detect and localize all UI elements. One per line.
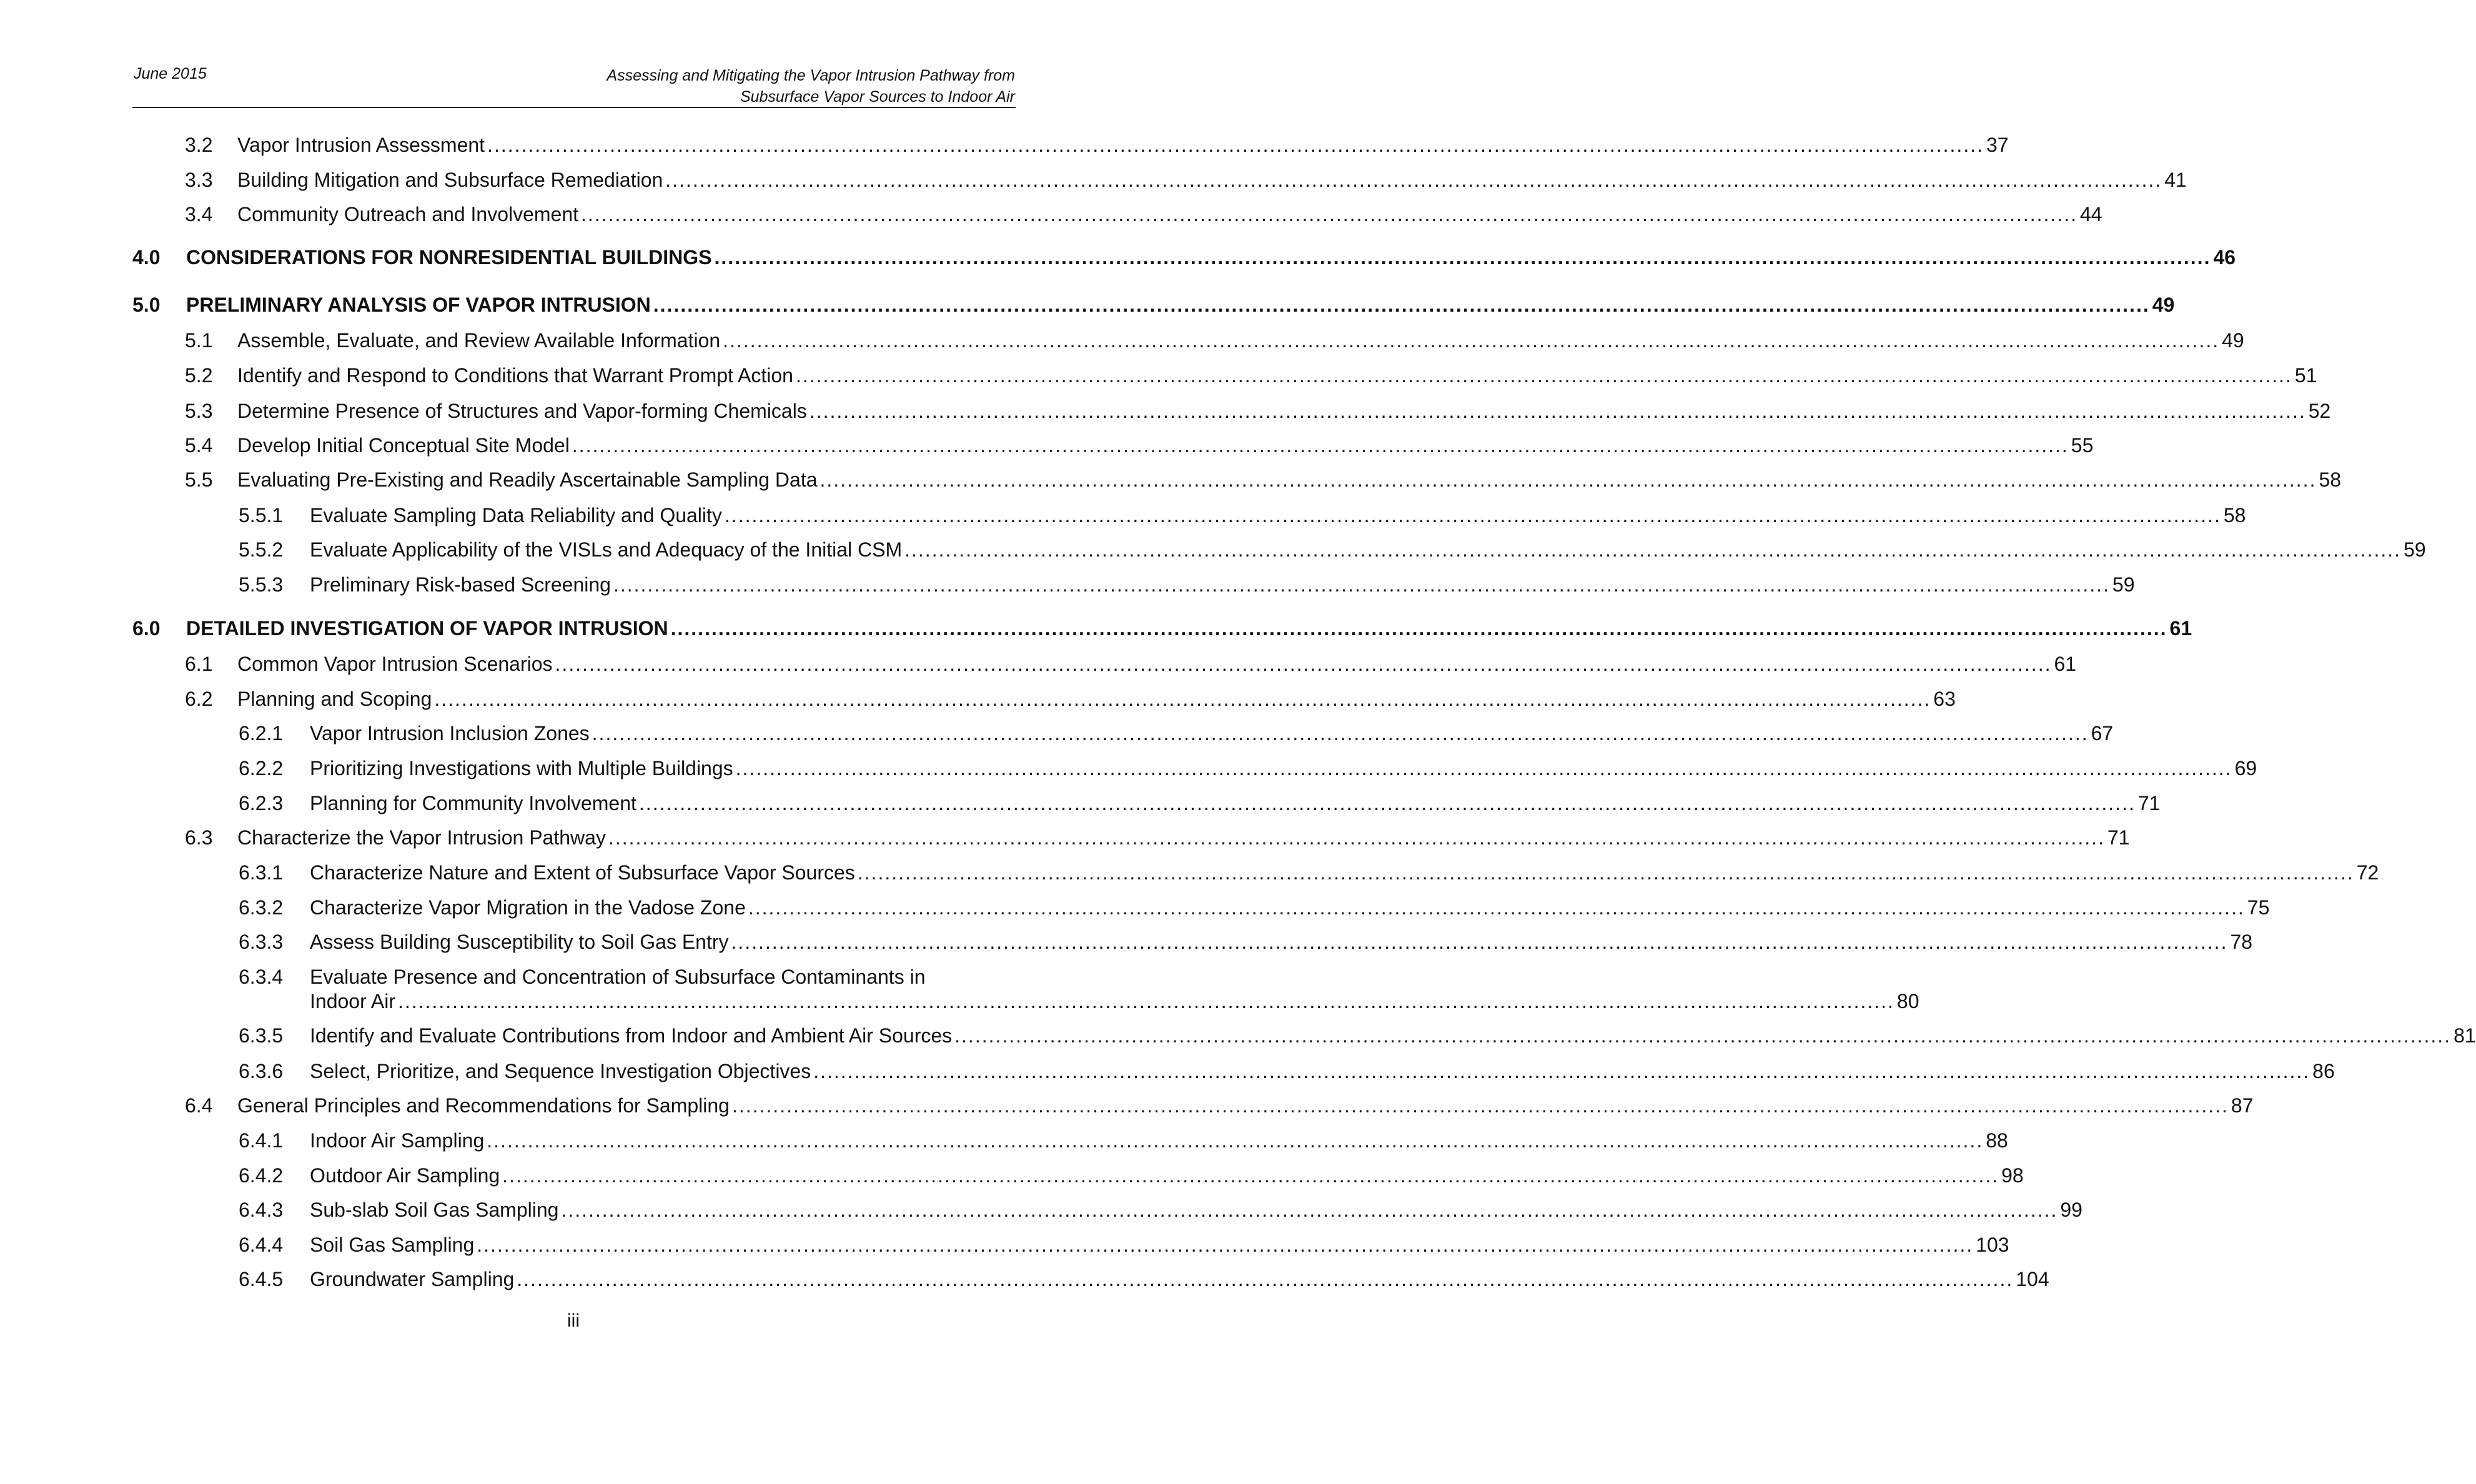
toc-entry[interactable]: [239, 1024, 2476, 1047]
toc-title: Planning and Scoping: [237, 688, 432, 710]
toc-title: Common Vapor Intrusion Scenarios: [237, 653, 553, 675]
toc-entry[interactable]: [239, 1199, 2082, 1222]
toc-number: 3.4: [185, 203, 213, 225]
toc-entry[interactable]: [239, 1234, 2009, 1257]
toc-number: 3.3: [185, 169, 213, 191]
toc-entry[interactable]: [185, 688, 1956, 711]
toc-title: Characterize the Vapor Intrusion Pathway: [237, 826, 606, 849]
toc-leader: ............................................................................................................................................................................................................................: [434, 688, 1931, 710]
toc-entry[interactable]: [185, 169, 2187, 192]
toc-page: 44: [2079, 203, 2102, 225]
toc-entry[interactable]: [185, 826, 2130, 849]
toc-entry[interactable]: [239, 966, 1919, 1013]
toc-entry[interactable]: [185, 329, 2244, 352]
toc-page: 58: [2319, 468, 2342, 491]
toc-title: Determine Presence of Structures and Vapor-forming Chemicals: [237, 400, 807, 422]
toc-entry[interactable]: [132, 294, 2175, 317]
toc-leader: ............................................................................................................................................................................................................................: [795, 364, 2292, 387]
toc-number: 6.4.5: [239, 1268, 284, 1290]
toc-leader: ............................................................................................................................................................................................................................: [748, 896, 2245, 919]
toc-entry[interactable]: [239, 896, 2270, 919]
toc-entry[interactable]: [239, 1129, 2008, 1152]
toc-page: 72: [2356, 861, 2379, 884]
toc-page: 41: [2164, 169, 2187, 191]
toc-number: 6.2: [185, 688, 213, 710]
header-title-line-2: Subsurface Vapor Sources to Indoor Air: [740, 88, 1015, 106]
toc-entry[interactable]: [239, 861, 2379, 884]
toc-entry[interactable]: [185, 203, 2102, 226]
toc-page: 104: [2016, 1268, 2049, 1290]
toc-title: Evaluating Pre-Existing and Readily Ascertainable Sampling Data: [237, 468, 818, 491]
header-title-line-1: Assessing and Mitigating the Vapor Intrusion Pathway from: [607, 67, 1015, 84]
toc-page: 75: [2247, 896, 2270, 919]
toc-leader: ............................................................................................................................................................................................................................: [670, 617, 2167, 640]
toc-leader: ............................................................................................................................................................................................................................: [397, 990, 1894, 1012]
page-number: iii: [567, 1310, 580, 1331]
toc-page: 59: [2112, 573, 2135, 596]
toc-number: 6.3.5: [239, 1024, 284, 1047]
toc-page: 61: [2169, 617, 2192, 640]
toc-leader: ............................................................................................................................................................................................................................: [613, 573, 2110, 596]
toc-entry[interactable]: [239, 1060, 2335, 1083]
toc-title: Characterize Nature and Extent of Subsurface Vapor Sources: [310, 861, 855, 884]
toc-page: 46: [2213, 246, 2236, 269]
toc-title: Indoor Air Sampling: [310, 1129, 485, 1152]
toc-leader: ............................................................................................................................................................................................................................: [731, 931, 2228, 953]
toc-title: Assess Building Susceptibility to Soil Gas Entry: [310, 931, 729, 953]
toc-number: 5.1: [185, 329, 213, 352]
toc-entry[interactable]: [185, 1094, 2254, 1117]
toc-entry[interactable]: [185, 400, 2331, 423]
toc-title: Evaluate Applicability of the VISLs and Adequacy of the Initial CSM: [310, 538, 903, 561]
toc-number: 6.0: [132, 617, 161, 640]
toc-title: Evaluate Presence and Concentration of Subsurface Contaminants in: [310, 966, 926, 988]
toc-leader: ............................................................................................................................................................................................................................: [487, 134, 1984, 156]
toc-page: 49: [2222, 329, 2244, 352]
toc-leader: ............................................................................................................................................................................................................................: [857, 861, 2354, 884]
toc-title: CONSIDERATIONS FOR NONRESIDENTIAL BUILDINGS: [186, 246, 712, 269]
toc-entry[interactable]: [185, 364, 2317, 387]
toc-entry-first-line: [239, 966, 1014, 989]
toc-page: 52: [2308, 400, 2331, 422]
toc-page: 71: [2137, 792, 2161, 814]
toc-entry[interactable]: [132, 617, 2192, 640]
toc-leader: ............................................................................................................................................................................................................................: [487, 1129, 1984, 1152]
toc-number: 6.1: [185, 653, 213, 675]
toc-leader: ............................................................................................................................................................................................................................: [555, 653, 2052, 675]
toc-title: Identify and Respond to Conditions that Warrant Prompt Action: [237, 364, 793, 387]
toc-page: 88: [1986, 1129, 2008, 1152]
toc-page: 71: [2107, 826, 2130, 849]
toc-number: 5.5.1: [239, 504, 284, 527]
toc-leader: ............................................................................................................................................................................................................................: [731, 1094, 2229, 1117]
toc-number: 5.2: [185, 364, 213, 387]
toc-leader: ............................................................................................................................................................................................................................: [561, 1199, 2058, 1221]
toc-leader: ............................................................................................................................................................................................................................: [517, 1268, 2014, 1290]
toc-number: 6.2.3: [239, 792, 284, 814]
toc-page: 78: [2230, 931, 2253, 953]
toc-entry[interactable]: [239, 1164, 2024, 1187]
toc-number: 6.4.3: [239, 1199, 284, 1221]
header-date: June 2015: [134, 65, 207, 82]
toc-title: PRELIMINARY ANALYSIS OF VAPOR INTRUSION: [186, 294, 651, 316]
toc-leader: ............................................................................................................................................................................................................................: [665, 169, 2162, 191]
toc-entry[interactable]: [239, 931, 2253, 954]
toc-number: 5.0: [132, 294, 161, 316]
toc-title: Soil Gas Sampling: [310, 1234, 475, 1256]
toc-page: 67: [2091, 722, 2114, 744]
toc-leader: ............................................................................................................................................................................................................................: [714, 246, 2211, 269]
toc-number: 5.4: [185, 434, 213, 457]
toc-leader: ............................................................................................................................................................................................................................: [904, 538, 2402, 561]
toc-number: 6.4.4: [239, 1234, 284, 1256]
toc-leader: ............................................................................................................................................................................................................................: [608, 826, 2105, 849]
toc-leader: ............................................................................................................................................................................................................................: [809, 400, 2306, 422]
toc-page: 49: [2152, 294, 2175, 316]
toc-entry[interactable]: [185, 434, 2094, 457]
toc-entry[interactable]: [239, 757, 2257, 780]
toc-leader: ............................................................................................................................................................................................................................: [572, 434, 2069, 457]
toc-page: 103: [1976, 1234, 2009, 1256]
toc-number: 6.4.1: [239, 1129, 284, 1152]
toc-number: 6.3.1: [239, 861, 284, 884]
toc-title: Outdoor Air Sampling: [310, 1164, 500, 1187]
toc-page: 58: [2223, 504, 2246, 527]
toc-entry[interactable]: [132, 246, 2236, 269]
toc-leader: ............................................................................................................................................................................................................................: [477, 1234, 1974, 1256]
toc-entry[interactable]: [185, 653, 2077, 676]
toc-leader: ............................................................................................................................................................................................................................: [813, 1060, 2310, 1082]
toc-title: Evaluate Sampling Data Reliability and Quality: [310, 504, 722, 527]
toc-page: 98: [2001, 1164, 2024, 1187]
toc-number: 5.5.2: [239, 538, 284, 561]
toc-leader: ............................................................................................................................................................................................................................: [954, 1024, 2452, 1047]
toc-leader: ............................................................................................................................................................................................................................: [724, 504, 2221, 527]
toc-entry[interactable]: [239, 538, 2426, 561]
toc-entry[interactable]: [239, 504, 2246, 527]
toc-page: 86: [2312, 1060, 2335, 1082]
toc-number: 5.3: [185, 400, 213, 422]
toc-leader: ............................................................................................................................................................................................................................: [502, 1164, 1999, 1187]
toc-entry-second-line: [310, 990, 1919, 1013]
toc-leader: ............................................................................................................................................................................................................................: [735, 757, 2232, 779]
toc-title: Preliminary Risk-based Screening: [310, 573, 611, 596]
toc-leader: ............................................................................................................................................................................................................................: [820, 468, 2317, 491]
toc-title: Vapor Intrusion Inclusion Zones: [310, 722, 590, 744]
toc-number: 5.5.3: [239, 573, 284, 596]
toc-number: 6.2.2: [239, 757, 284, 779]
toc-page: 59: [2404, 538, 2426, 561]
toc-title: DETAILED INVESTIGATION OF VAPOR INTRUSION: [186, 617, 668, 640]
toc-title: General Principles and Recommendations for Sampling: [237, 1094, 730, 1117]
toc-number: 5.5: [185, 468, 213, 491]
toc-title-continued: Indoor Air: [310, 990, 395, 1012]
toc-leader: ............................................................................................................................................................................................................................: [653, 294, 2150, 316]
toc-page: 69: [2234, 757, 2257, 779]
toc-number: 6.3.4: [239, 966, 284, 988]
toc-leader: ............................................................................................................................................................................................................................: [592, 722, 2089, 744]
toc-page: 63: [1933, 688, 1956, 710]
toc-entry[interactable]: [239, 722, 2114, 745]
toc-title: Develop Initial Conceptual Site Model: [237, 434, 570, 457]
toc-number: 6.3.3: [239, 931, 284, 953]
toc-title: Select, Prioritize, and Sequence Investigation Objectives: [310, 1060, 811, 1082]
toc-title: Building Mitigation and Subsurface Remediation: [237, 169, 663, 191]
toc-entry[interactable]: [239, 573, 2135, 596]
toc-entry[interactable]: [185, 468, 2342, 492]
toc-leader: ............................................................................................................................................................................................................................: [581, 203, 2077, 225]
toc-title: Characterize Vapor Migration in the Vadose Zone: [310, 896, 746, 919]
toc-title: Vapor Intrusion Assessment: [237, 134, 485, 156]
toc-number: 4.0: [132, 246, 161, 269]
toc-title: Groundwater Sampling: [310, 1268, 515, 1290]
toc-page: 99: [2060, 1199, 2082, 1221]
toc-entry[interactable]: [239, 792, 2161, 815]
toc-leader: ............................................................................................................................................................................................................................: [723, 329, 2220, 352]
toc-page: 37: [1986, 134, 2009, 156]
toc-number: 6.3.2: [239, 896, 284, 919]
toc-number: 6.4: [185, 1094, 213, 1117]
toc-leader: ............................................................................................................................................................................................................................: [638, 792, 2136, 814]
toc-number: 6.3: [185, 826, 213, 849]
toc-title: Prioritizing Investigations with Multiple Buildings: [310, 757, 733, 779]
toc-entry[interactable]: [239, 1268, 2049, 1291]
toc-number: 3.2: [185, 134, 213, 156]
toc-number: 6.3.6: [239, 1060, 284, 1082]
toc-title: Sub-slab Soil Gas Sampling: [310, 1199, 559, 1221]
toc-page: 51: [2294, 364, 2317, 387]
toc-page: 81: [2454, 1024, 2476, 1047]
toc-title: Planning for Community Involvement: [310, 792, 636, 814]
toc-number: 6.4.2: [239, 1164, 284, 1187]
toc-page: 87: [2231, 1094, 2254, 1117]
toc-page: 55: [2071, 434, 2094, 457]
toc-entry[interactable]: [185, 134, 2009, 157]
toc-title: Community Outreach and Involvement: [237, 203, 579, 225]
toc-page: 80: [1896, 990, 1919, 1012]
toc-title: Identify and Evaluate Contributions from Indoor and Ambient Air Sources: [310, 1024, 953, 1047]
toc-title: Assemble, Evaluate, and Review Available Information: [237, 329, 721, 352]
toc-number: 6.2.1: [239, 722, 284, 744]
toc-page: 61: [2054, 653, 2077, 675]
